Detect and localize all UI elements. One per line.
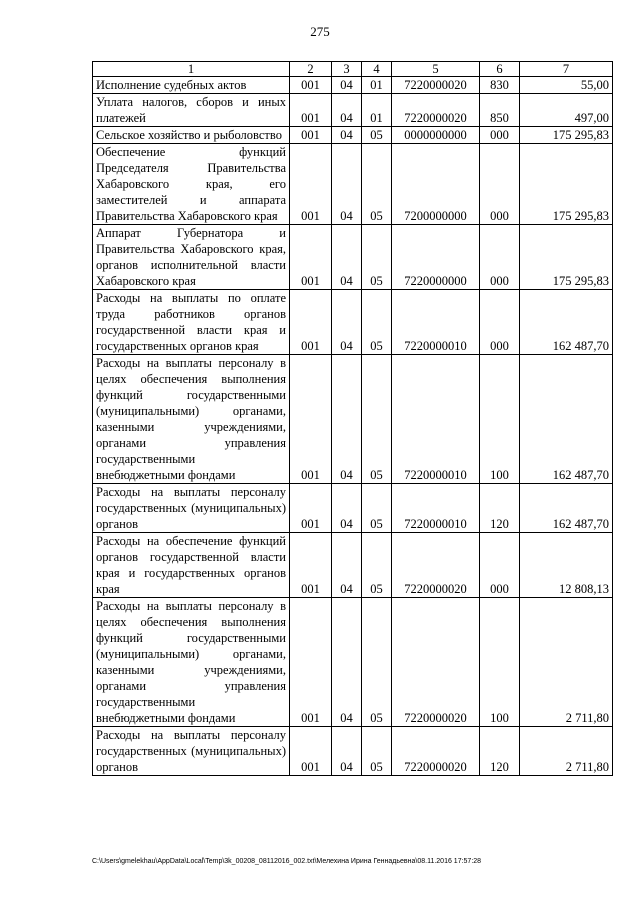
cell-ministry: 001 — [290, 144, 332, 225]
row-name: Сельское хозяйство и рыболовство — [93, 127, 290, 144]
cell-ministry: 001 — [290, 225, 332, 290]
row-name: Исполнение судебных актов — [93, 77, 290, 94]
row-name: Расходы на выплаты персоналу в целях обеспечения выполнения функций государственными (муниципальными) органами, казенными учреждениями, органами управления государственными внебюджетными фондами — [93, 355, 290, 484]
cell-expense-type: 120 — [480, 727, 520, 776]
cell-section: 04 — [332, 727, 362, 776]
cell-amount: 162 487,70 — [520, 484, 613, 533]
row-name: Расходы на выплаты по оплате труда работников органов государственной власти края и государственных органов края — [93, 290, 290, 355]
cell-amount: 12 808,13 — [520, 533, 613, 598]
cell-amount: 2 711,80 — [520, 727, 613, 776]
cell-expense-type: 000 — [480, 533, 520, 598]
cell-target-article: 7220000010 — [392, 355, 480, 484]
cell-target-article: 7220000020 — [392, 727, 480, 776]
cell-section: 04 — [332, 290, 362, 355]
row-name: Аппарат Губернатора и Правительства Хабаровского края, органов исполнительной власти Хабаровского края — [93, 225, 290, 290]
cell-expense-type: 100 — [480, 598, 520, 727]
cell-section: 04 — [332, 484, 362, 533]
cell-ministry: 001 — [290, 355, 332, 484]
column-header: 3 — [332, 62, 362, 77]
table-row — [93, 727, 613, 776]
cell-amount: 175 295,83 — [520, 225, 613, 290]
cell-section: 04 — [332, 144, 362, 225]
cell-section: 04 — [332, 127, 362, 144]
table-row — [93, 225, 613, 290]
cell-target-article: 7200000000 — [392, 144, 480, 225]
cell-target-article: 7220000020 — [392, 77, 480, 94]
cell-expense-type: 000 — [480, 290, 520, 355]
row-name: Расходы на выплаты персоналу в целях обеспечения выполнения функций государственными (муниципальными) органами, казенными учреждениями, органами управления государственными внебюджетными фондами — [93, 598, 290, 727]
table-row — [93, 94, 613, 127]
cell-ministry: 001 — [290, 77, 332, 94]
cell-amount: 55,00 — [520, 77, 613, 94]
cell-target-article: 7220000010 — [392, 484, 480, 533]
cell-section: 04 — [332, 598, 362, 727]
cell-target-article: 7220000020 — [392, 598, 480, 727]
table-row — [93, 144, 613, 225]
cell-ministry: 001 — [290, 484, 332, 533]
cell-amount: 162 487,70 — [520, 355, 613, 484]
table-row — [93, 127, 613, 144]
table-row — [93, 77, 613, 94]
cell-expense-type: 000 — [480, 225, 520, 290]
table-row — [93, 290, 613, 355]
cell-subsection: 05 — [362, 127, 392, 144]
cell-section: 04 — [332, 355, 362, 484]
column-header: 4 — [362, 62, 392, 77]
cell-expense-type: 830 — [480, 77, 520, 94]
cell-amount: 175 295,83 — [520, 144, 613, 225]
page-number: 275 — [310, 24, 330, 39]
cell-expense-type: 850 — [480, 94, 520, 127]
cell-subsection: 05 — [362, 727, 392, 776]
file-path-footer: C:\Users\gmelekhau\AppData\Local\Temp\3k_00208_08112016_002.txt\Мелехина Ирина Геннадьевна\08.11.2016 17:57:28 — [92, 858, 482, 865]
cell-ministry: 001 — [290, 727, 332, 776]
cell-amount: 175 295,83 — [520, 127, 613, 144]
cell-section: 04 — [332, 94, 362, 127]
cell-target-article: 7220000020 — [392, 94, 480, 127]
header-row — [93, 62, 613, 77]
cell-subsection: 05 — [362, 598, 392, 727]
column-header: 5 — [392, 62, 480, 77]
cell-amount: 2 711,80 — [520, 598, 613, 727]
table-row — [93, 484, 613, 533]
row-name: Обеспечение функций Председателя Правительства Хабаровского края, его заместителей и аппарата Правительства Хабаровского края — [93, 144, 290, 225]
cell-subsection: 01 — [362, 77, 392, 94]
row-name: Уплата налогов, сборов и иных платежей — [93, 94, 290, 127]
cell-subsection: 05 — [362, 144, 392, 225]
cell-section: 04 — [332, 533, 362, 598]
row-name: Расходы на выплаты персоналу государственных (муниципальных) органов — [93, 727, 290, 776]
cell-subsection: 01 — [362, 94, 392, 127]
cell-ministry: 001 — [290, 127, 332, 144]
column-header: 2 — [290, 62, 332, 77]
cell-expense-type: 000 — [480, 144, 520, 225]
table-row — [93, 355, 613, 484]
cell-target-article: 0000000000 — [392, 127, 480, 144]
cell-expense-type: 100 — [480, 355, 520, 484]
column-header: 1 — [93, 62, 290, 77]
row-name: Расходы на выплаты персоналу государственных (муниципальных) органов — [93, 484, 290, 533]
table-row — [93, 533, 613, 598]
cell-subsection: 05 — [362, 533, 392, 598]
column-header: 6 — [480, 62, 520, 77]
cell-target-article: 7220000010 — [392, 290, 480, 355]
cell-section: 04 — [332, 225, 362, 290]
cell-target-article: 7220000020 — [392, 533, 480, 598]
column-header: 7 — [520, 62, 613, 77]
cell-ministry: 001 — [290, 290, 332, 355]
cell-amount: 497,00 — [520, 94, 613, 127]
cell-expense-type: 000 — [480, 127, 520, 144]
cell-subsection: 05 — [362, 225, 392, 290]
cell-target-article: 7220000000 — [392, 225, 480, 290]
budget-table — [92, 61, 613, 776]
cell-subsection: 05 — [362, 290, 392, 355]
cell-section: 04 — [332, 77, 362, 94]
cell-subsection: 05 — [362, 484, 392, 533]
cell-ministry: 001 — [290, 533, 332, 598]
row-name: Расходы на обеспечение функций органов государственной власти края и государственных органов края — [93, 533, 290, 598]
cell-ministry: 001 — [290, 94, 332, 127]
cell-amount: 162 487,70 — [520, 290, 613, 355]
table-row — [93, 598, 613, 727]
cell-expense-type: 120 — [480, 484, 520, 533]
cell-subsection: 05 — [362, 355, 392, 484]
cell-ministry: 001 — [290, 598, 332, 727]
